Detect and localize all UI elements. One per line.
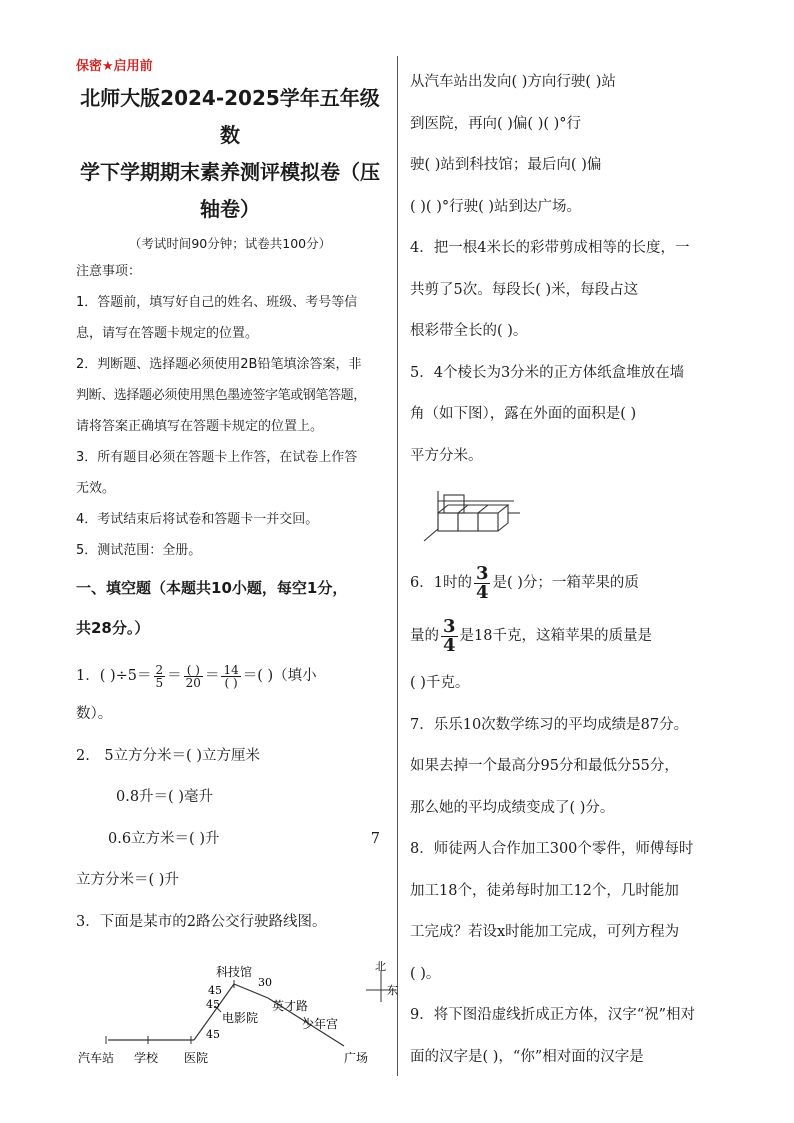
question-2-line-2: 0.8升＝( )毫升: [116, 789, 213, 805]
note-line: 判断、选择题必须使用黑色墨迹签字笔或钢笔答题，: [76, 388, 366, 403]
q3-cont-line: 驶( )站到科技馆；最后向( )偏: [410, 157, 602, 173]
question-7-line: 如果去掉一个最高分95分和最低分55分，: [410, 758, 679, 774]
q6-fraction: $\frac{3}{4}$: [443, 615, 456, 656]
note-line: 息，请写在答题卡规定的位置。: [76, 326, 259, 341]
compass-north: 北: [375, 960, 386, 973]
question-7-line: 那么她的平均成绩变成了( )分。: [410, 799, 615, 816]
question-5-line: 角（如下图），露在外面的面积是( ): [410, 406, 637, 422]
map-label-road: 英才路: [272, 999, 309, 1013]
question-2-line-3: [76, 819, 384, 861]
cube-stack-figure: [424, 489, 534, 549]
question-3: 3．下面是某市的2路公交行驶路线图。: [76, 913, 327, 930]
question-8-line: ( )。: [410, 965, 441, 982]
title-line-1: 北师大版2024-2025学年五年级数: [80, 86, 380, 147]
map-label-cinema: 电影院: [222, 1011, 259, 1025]
angle-label: 45: [208, 984, 222, 997]
q1-text-a: 1．( )÷5＝: [76, 668, 152, 684]
map-label-square: 广场: [344, 1051, 369, 1065]
note-line: 请将答案正确填写在答题卡规定的位置上。: [76, 419, 324, 434]
q6-fraction: $\frac{3}{4}$: [475, 562, 489, 603]
question-6-line-2: [410, 609, 730, 663]
angle-label: 45: [206, 1028, 220, 1041]
question-8-line: 8．师徒两人合作加工300个零件，师傅每时: [410, 841, 694, 857]
note-line: 无效。: [76, 481, 116, 496]
question-5-line: 平方分米。: [410, 447, 483, 464]
title-line-2: 学下学期期末素养测评模拟卷（压: [80, 160, 380, 184]
question-8-line: 加工18个，徒弟每时加工12个，几时能加: [410, 882, 679, 899]
map-label-bus-station: 汽车站: [78, 1051, 115, 1065]
question-4-line: 共剪了5次。每段长( )米，每段占这: [410, 281, 639, 298]
question-2-line-4: 立方分米＝( )升: [76, 872, 179, 888]
q1-text-b: ＝( )（填小: [242, 668, 317, 684]
notes-heading: 注意事项：: [76, 264, 142, 279]
cube-face: [478, 513, 498, 531]
q1-fraction-2: $\frac{( )}{20}$: [185, 662, 201, 690]
note-line: 2．判断题、选择题必须使用2B铅笔填涂答案，非: [76, 357, 362, 372]
question-4-line: 根彩带全长的( )。: [410, 323, 528, 339]
map-label-tech-museum: 科技馆: [216, 965, 253, 979]
q2-line-3-text: 0.6立方米＝( )升: [108, 830, 220, 847]
wall-edge: [424, 491, 438, 541]
cube-face: [458, 513, 478, 531]
q6-text-c: 量的: [410, 628, 439, 644]
note-line: 4．考试结束后将试卷和答题卡一并交回。: [76, 512, 319, 527]
q2-line-3-number: 7: [370, 830, 380, 847]
note-line: 1．答题前，填写好自己的姓名、班级、考号等信: [76, 295, 358, 310]
question-8-line: 工完成？若设x时能加工完成，可列方程为: [410, 924, 680, 940]
question-1: [76, 654, 384, 698]
question-1-cont: 数）。: [76, 706, 113, 722]
q6-text-b: 是( )分；一箱苹果的质: [492, 575, 639, 591]
question-9-line: 面的汉字是( )，“你”相对面的汉字是: [410, 1048, 644, 1065]
notes-block: [76, 256, 384, 566]
right-column: [410, 62, 730, 1078]
question-2-line-1: 2. 5立方分米＝( )立方厘米: [76, 747, 260, 764]
note-line: 3．所有题目必须在答题卡上作答，在试卷上作答: [76, 450, 358, 465]
exam-info: （考试时间90分钟；试卷共100分）: [128, 236, 332, 251]
question-6-line-1: [410, 557, 730, 609]
left-column: [76, 56, 398, 1065]
column-divider: [397, 56, 398, 1076]
q1-fraction-1: $\frac{2}{5}$: [155, 662, 164, 690]
cube-edge: [438, 505, 508, 513]
q6-text-d: 是18千克，这箱苹果的质量是: [459, 628, 652, 644]
cube-face: [438, 513, 458, 531]
question-9-line: 9．将下图沿虚线折成正方体，汉字“祝”相对: [410, 1007, 696, 1023]
q3-cont-line: ( )( )°行驶( )站到达广场。: [410, 198, 582, 215]
cube-edge: [458, 505, 468, 513]
confidential-label: 保密★启用前: [76, 59, 153, 74]
q1-equals: ＝: [167, 668, 182, 684]
question-4-line: 4．把一根4米长的彩带剪成相等的长度，一: [410, 240, 690, 256]
section-heading: 一、填空题（本题共10小题，每空1分，: [76, 579, 348, 597]
page-title: [76, 80, 384, 228]
question-7-line: 7．乐乐10次数学练习的平均成绩是87分。: [410, 716, 689, 733]
bus-route-map: [76, 962, 396, 1072]
angle-label: 45: [206, 998, 220, 1011]
angle-label: 30: [258, 976, 272, 989]
map-label-youth-palace: 少年宫: [302, 1017, 339, 1031]
title-line-3: 轴卷）: [200, 197, 260, 221]
compass-east: 东: [387, 984, 398, 997]
map-label-school: 学校: [134, 1051, 159, 1065]
q6-text-a: 6．1时的: [410, 575, 472, 591]
section-heading-cont: 共28分。）: [76, 619, 150, 637]
q1-equals: ＝: [204, 668, 220, 684]
q3-cont-line: 到医院，再向( )偏( )( )°行: [410, 115, 582, 132]
q1-fraction-3: $\frac{14}{( )}$: [223, 662, 239, 690]
note-line: 5．测试范围：全册。: [76, 543, 202, 558]
map-label-hospital: 医院: [184, 1051, 209, 1065]
q3-cont-line: 从汽车站出发向( )方向行驶( )站: [410, 74, 616, 90]
cube-edge: [478, 505, 488, 513]
question-5-line: 5．4个棱长为3分米的正方体纸盒堆放在墙: [410, 364, 685, 381]
question-6-line-3: ( )千克。: [410, 675, 470, 691]
